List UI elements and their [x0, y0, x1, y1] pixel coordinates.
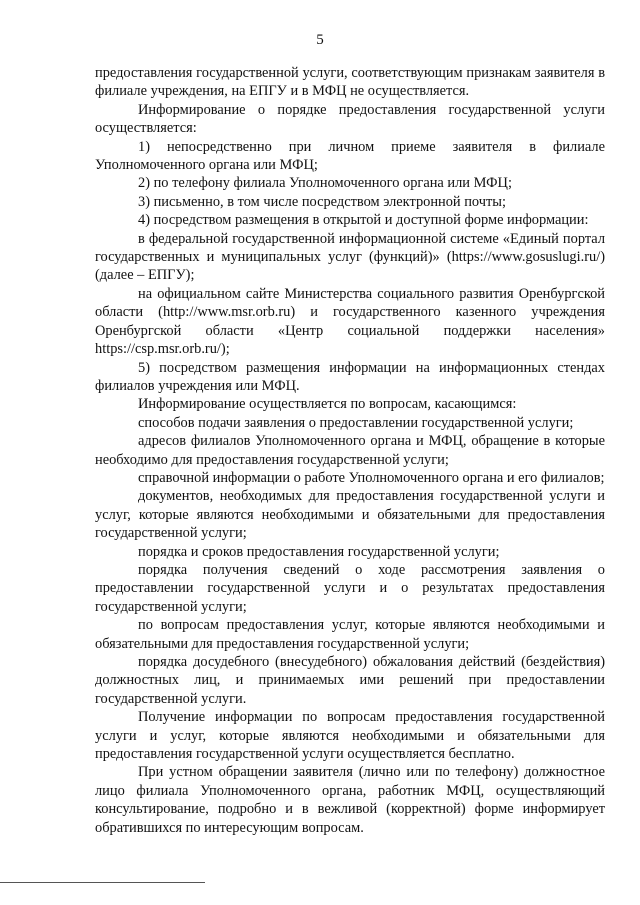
paragraph: При устном обращении заявителя (лично или по телефону) должностное лицо филиала Уполномоченного органа, работник МФЦ, осуществляющий консультирование, подробно и в вежливой (корректной) форме информирует обратившихся по интересующим вопросам. — [95, 764, 605, 836]
paragraph: на официальном сайте Министерства социального развития Оренбургской области (http://www.msr.orb.ru) и государственного казенного учреждения Оренбургской области «Центр социальной поддержки населения» https://csp.msr.orb.ru/); — [95, 285, 605, 358]
page-body — [95, 64, 605, 837]
list-item: 3) письменно, в том числе посредством электронной почты; — [138, 193, 506, 210]
paragraph: порядка досудебного (внесудебного) обжалования действий (бездействия) должностных лиц, и принимаемых ими решений при предоставлении государственной услуги. — [95, 654, 605, 707]
list-item: 4) посредством размещения в открытой и доступной форме информации: — [138, 212, 589, 229]
paragraph: порядка и сроков предоставления государственной услуги; — [138, 543, 500, 560]
list-item: 1) непосредственно при личном приеме заявителя в филиале Уполномоченного органа или МФЦ; — [95, 138, 605, 174]
paragraph: Информирование осуществляется по вопросам, касающимся: — [138, 396, 517, 413]
paragraph: в федеральной государственной информационной системе «Единый портал государственных и муниципальных услуг (функций)» (https://www.gosuslugi.ru/) (далее – ЕПГУ); — [95, 230, 605, 284]
paragraph: документов, необходимых для предоставления государственной услуги и услуг, которые являются необходимыми и обязательными для предоставления государственной услуги; — [95, 488, 605, 542]
paragraph: Получение информации по вопросам предоставления государственной услуги и услуг, которые являются необходимыми и обязательными для предоставления государственной услуги осуществляется бесплатно. — [95, 709, 605, 763]
paragraph: адресов филиалов Уполномоченного органа и МФЦ, обращение в которые необходимо для предоставления государственной услуги; — [95, 433, 605, 468]
paragraph: способов подачи заявления о предоставлении государственной услуги; — [138, 414, 574, 431]
page-number: 5 — [316, 32, 324, 48]
list-item: 5) посредством размещения информации на информационных стендах филиалов учреждения или МФЦ. — [95, 359, 605, 394]
paragraph: справочной информации о работе Уполномоченного органа и его филиалов; — [138, 469, 605, 486]
paragraph: Информирование о порядке предоставления государственной услуги осуществляется: — [95, 101, 605, 137]
paragraph: порядка получения сведений о ходе рассмотрения заявления о предоставлении государственной услуги и о результатах предоставления государственной услуги; — [95, 561, 605, 615]
footnote-separator — [0, 882, 205, 883]
list-item: 2) по телефону филиала Уполномоченного органа или МФЦ; — [138, 175, 512, 192]
paragraph: предоставления государственной услуги, соответствующим признакам заявителя в филиале учреждения, на ЕПГУ и в МФЦ не осуществляется. — [95, 65, 605, 100]
paragraph: по вопросам предоставления услуг, которые являются необходимыми и обязательными для предоставления государственной услуги; — [95, 617, 605, 652]
